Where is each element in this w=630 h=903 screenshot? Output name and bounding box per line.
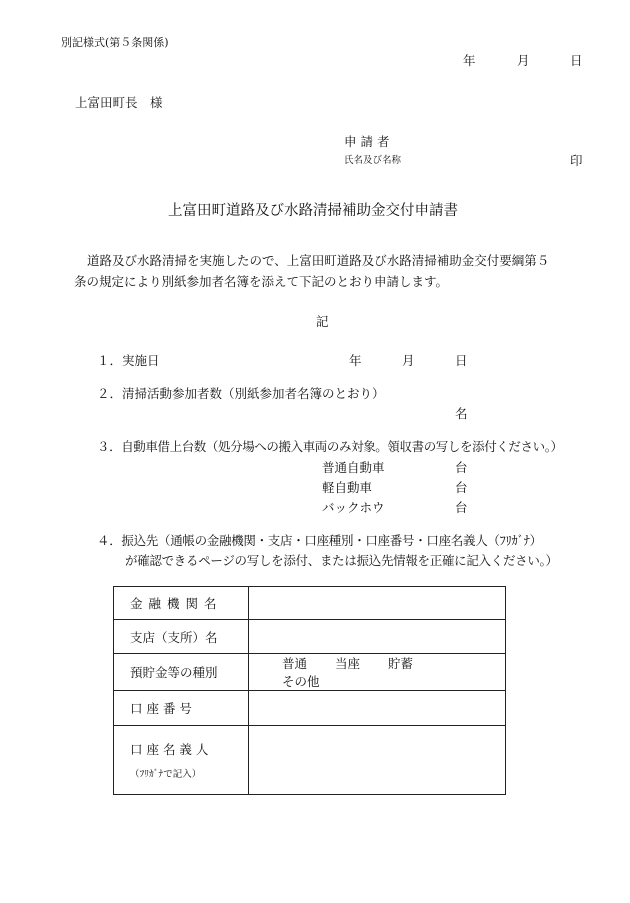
item1-year: 年 [349,353,362,368]
table-row [114,654,506,691]
account-number-label-text: 口 座 番 号 [130,701,192,716]
document-title: 上富田町道路及び水路清掃補助金交付申請書 [168,203,458,219]
item1-label: １．実施日 [97,353,160,368]
account-type-option[interactable]: 貯蓄 [388,656,414,671]
table-row [114,726,506,795]
holder-input[interactable] [249,726,506,795]
item2-unit: 名 [455,406,468,421]
institution-label [114,587,249,620]
bank-info-table [113,586,506,795]
form-reference: 別記様式(第５条関係) [61,36,169,49]
account-number-input[interactable] [249,691,506,726]
institution-input[interactable] [249,587,506,620]
account-number-label [114,691,249,726]
item2-label: ２．清掃活動参加者数（別紙参加者名簿のとおり） [97,386,385,401]
table-row [114,620,506,654]
vehicle-unit: 台 [455,500,468,515]
addressee: 上富田町長 様 [75,95,163,110]
vehicle-name: 軽自動車 [322,480,373,495]
header-date-month: 月 [517,53,530,68]
header-date-year: 年 [463,53,476,68]
account-type-label [114,654,249,691]
item1-month: 月 [402,353,415,368]
holder-label-text: 口 座 名 義 人 [130,742,209,757]
account-type-options [249,654,506,691]
branch-label [114,620,249,654]
branch-label-text: 支店（支所）名 [130,629,218,645]
holder-label [114,726,249,795]
seal-mark: 印 [570,153,583,168]
account-type-option[interactable]: その他 [282,674,320,689]
vehicle-unit: 台 [455,480,468,495]
vehicle-name: 普通自動車 [322,460,385,475]
item1-day: 日 [455,353,468,368]
vehicle-unit: 台 [455,460,468,475]
header-date-day: 日 [570,53,583,68]
item4-line1: ４．振込先（通帳の金融機関・支店・口座種別・口座番号・口座名義人（ﾌﾘｶﾞﾅ） [97,533,542,548]
account-type-option[interactable]: 当座 [335,656,361,671]
body-text-line1: 道路及び水路清掃を実施したので、上富田町道路及び水路清掃補助金交付要綱第５ [87,253,550,268]
account-type-option[interactable]: 普通 [282,656,308,671]
table-row [114,587,506,620]
table-row [114,691,506,726]
applicant-heading: 申 請 者 [344,134,390,149]
branch-input[interactable] [249,620,506,654]
account-type-label-text: 預貯金等の種別 [130,665,218,680]
ki-heading: 記 [316,314,329,329]
item4-line2: が確認できるページの写しを添付、または振込先情報を正確に記入ください。） [125,553,558,568]
applicant-name-label: 氏名及び名称 [344,155,402,166]
institution-label-text: 金融機関名 [130,596,223,611]
body-text-line2: 条の規定により別紙参加者名簿を添えて下記のとおり申請します。 [74,274,449,289]
holder-note: （ﾌﾘｶﾞﾅで記入） [130,769,202,780]
vehicle-name: バックホウ [322,500,385,515]
item3-label: ３．自動車借上台数（処分場への搬入車両のみ対象。領収書の写しを添付ください。） [97,439,563,454]
